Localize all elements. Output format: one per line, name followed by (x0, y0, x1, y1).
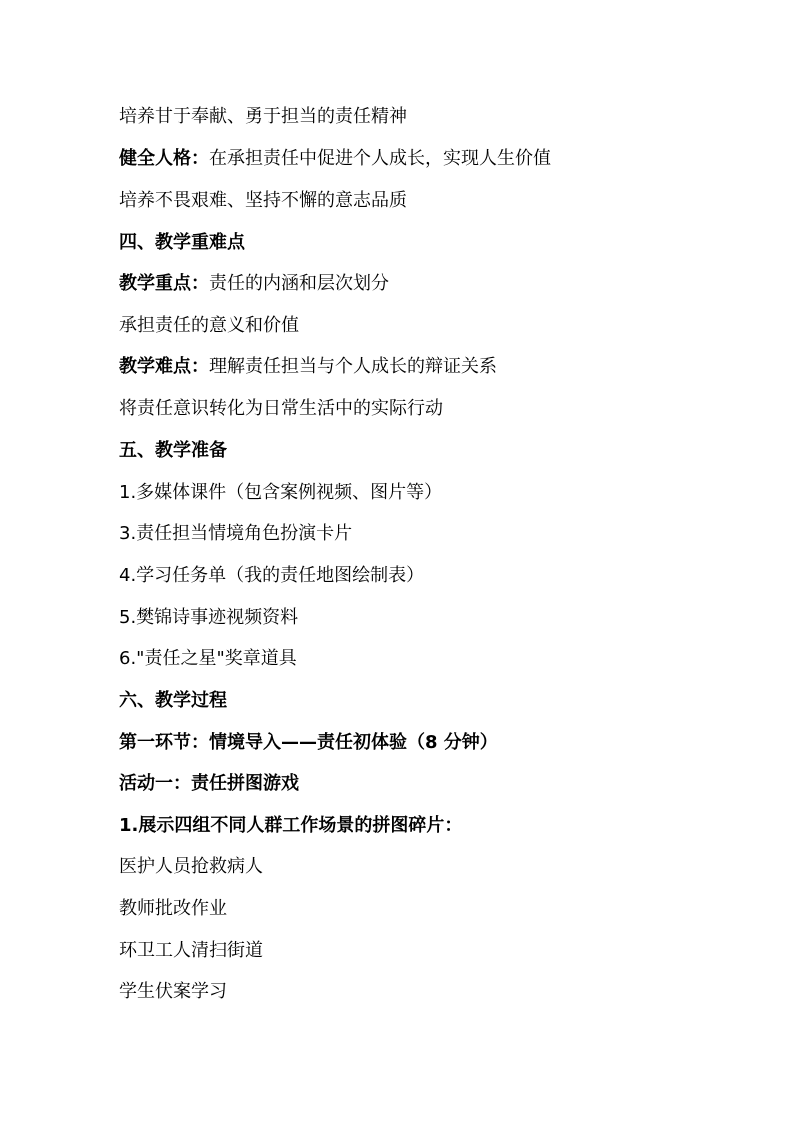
list-item-text: 5.樊锦诗事迹视频资料 (119, 607, 299, 628)
list-item (119, 939, 263, 963)
list-item (119, 522, 352, 546)
heading-text: 五、教学准备 (119, 440, 227, 461)
paragraph (119, 397, 443, 421)
list-item (119, 855, 263, 879)
heading-text: 活动一：责任拼图游戏 (119, 773, 299, 794)
paragraph-text: 培养不畏艰难、坚持不懈的意志品质 (119, 190, 407, 211)
subsection-heading (119, 731, 498, 755)
paragraph-text: 理解责任担当与个人成长的辩证关系 (209, 356, 497, 377)
list-item (119, 647, 297, 671)
paragraph-text: 将责任意识转化为日常生活中的实际行动 (119, 398, 443, 419)
heading-text: 四、教学重难点 (119, 232, 245, 253)
section-heading (119, 231, 245, 255)
heading-text: 1.展示四组不同人群工作场景的拼图碎片： (119, 815, 463, 836)
activity-heading (119, 772, 299, 796)
paragraph-text: 责任的内涵和层次划分 (209, 273, 389, 294)
paragraph-label: 教学难点： (119, 356, 209, 377)
paragraph-labeled (119, 355, 497, 379)
step-heading (119, 814, 462, 838)
paragraph-labeled (119, 147, 551, 171)
list-item (119, 564, 424, 588)
list-item-text: 学生伏案学习 (119, 981, 227, 1002)
list-item-text: 4.学习任务单（我的责任地图绘制表） (119, 565, 425, 586)
paragraph-text: 承担责任的意义和价值 (119, 315, 299, 336)
section-heading (119, 439, 227, 463)
heading-text: 第一环节：情境导入——责任初体验（8 分钟） (119, 732, 498, 753)
list-item-text: 教师批改作业 (119, 898, 227, 919)
list-item-text: 环卫工人清扫街道 (119, 940, 263, 961)
list-item (119, 980, 227, 1004)
paragraph-label: 教学重点： (119, 273, 209, 294)
paragraph-label: 健全人格： (119, 148, 209, 169)
section-heading (119, 689, 227, 713)
paragraph-text: 培养甘于奉献、勇于担当的责任精神 (119, 106, 407, 127)
list-item (119, 606, 298, 630)
paragraph-labeled (119, 272, 389, 296)
list-item-text: 医护人员抢救病人 (119, 856, 263, 877)
list-item-text: 6."责任之星"奖章道具 (119, 648, 297, 669)
paragraph (119, 314, 299, 338)
list-item (119, 481, 442, 505)
list-item-text: 3.责任担当情境角色扮演卡片 (119, 523, 353, 544)
list-item (119, 897, 227, 921)
heading-text: 六、教学过程 (119, 690, 227, 711)
paragraph-text: 在承担责任中促进个人成长，实现人生价值 (209, 148, 551, 169)
list-item-text: 1.多媒体课件（包含案例视频、图片等） (119, 482, 443, 503)
paragraph (119, 105, 407, 129)
paragraph (119, 189, 407, 213)
